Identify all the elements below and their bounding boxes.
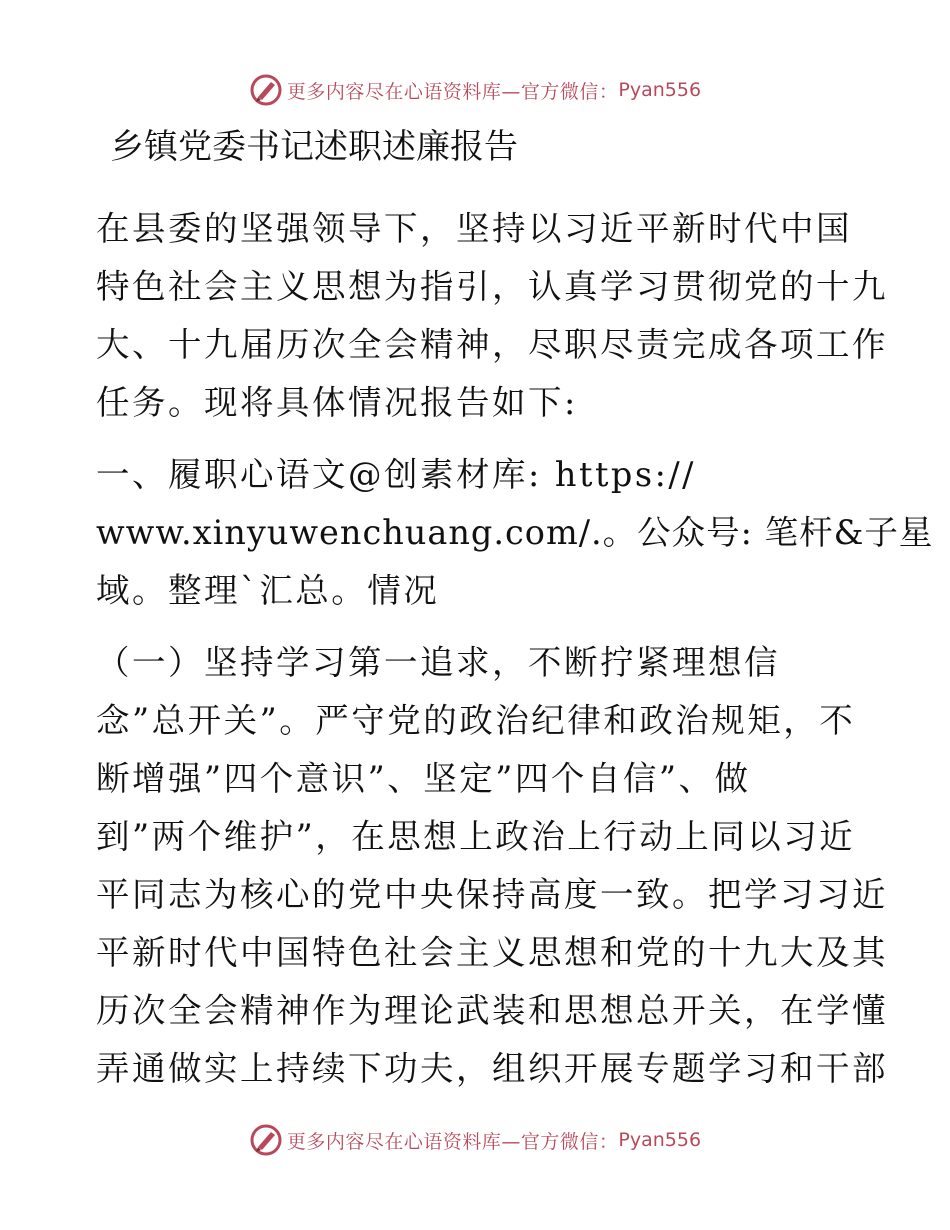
- pen-logo-icon: [249, 1123, 283, 1157]
- banner-handle: Pyan556: [618, 1129, 702, 1151]
- footer-watermark-banner: [0, 1118, 950, 1162]
- document-title: 乡镇党委书记述职述廉报告: [110, 127, 518, 167]
- paragraph-line: 历次全会精神作为理论武装和思想总开关，在学懂: [96, 991, 888, 1030]
- document-body: [96, 120, 934, 1112]
- paragraph-line: 断增强”四个意识”、坚定”四个自信”、做: [96, 759, 751, 798]
- paragraph-line: 特色社会主义思想为指引，认真学习贯彻党的十九: [96, 267, 888, 306]
- paragraph-line: 到”两个维护”，在思想上政治上行动上同以习近: [96, 817, 856, 856]
- subsection-paragraph: [96, 634, 888, 1098]
- paragraph-line: 平同志为核心的党中央保持高度一致。把学习习近: [96, 875, 888, 914]
- paragraph-line: 念”总开关”。严守党的政治纪律和政治规矩，不: [96, 701, 856, 740]
- paragraph-line: 域。整理`汇总。情况: [96, 571, 440, 610]
- pen-logo-icon: [249, 73, 283, 107]
- section-heading-paragraph: [96, 446, 934, 620]
- paragraph-line: 任务。现将具体情况报告如下:: [96, 383, 578, 422]
- banner-handle: Pyan556: [618, 79, 702, 101]
- banner-text: 更多内容尽在心语资料库—官方微信：: [286, 80, 619, 103]
- paragraph-line: 一、履职心语文@创素材库: https://: [96, 455, 696, 494]
- paragraph-line: （一）坚持学习第一追求，不断拧紧理想信: [96, 643, 780, 682]
- paragraph-line: 在县委的坚强领导下，坚持以习近平新时代中国: [96, 209, 852, 248]
- paragraph-line: 大、十九届历次全会精神，尽职尽责完成各项工作: [96, 325, 888, 364]
- paragraph-line: 平新时代中国特色社会主义思想和党的十九大及其: [96, 933, 888, 972]
- paragraph-line: www.xinyuwenchuang.com/.。公众号: 笔杆&子星: [96, 513, 934, 552]
- intro-paragraph: [96, 200, 888, 432]
- banner-text: 更多内容尽在心语资料库—官方微信：: [286, 1130, 619, 1153]
- header-watermark-banner: [0, 68, 950, 112]
- paragraph-line: 弄通做实上持续下功夫，组织开展专题学习和干部: [96, 1049, 888, 1088]
